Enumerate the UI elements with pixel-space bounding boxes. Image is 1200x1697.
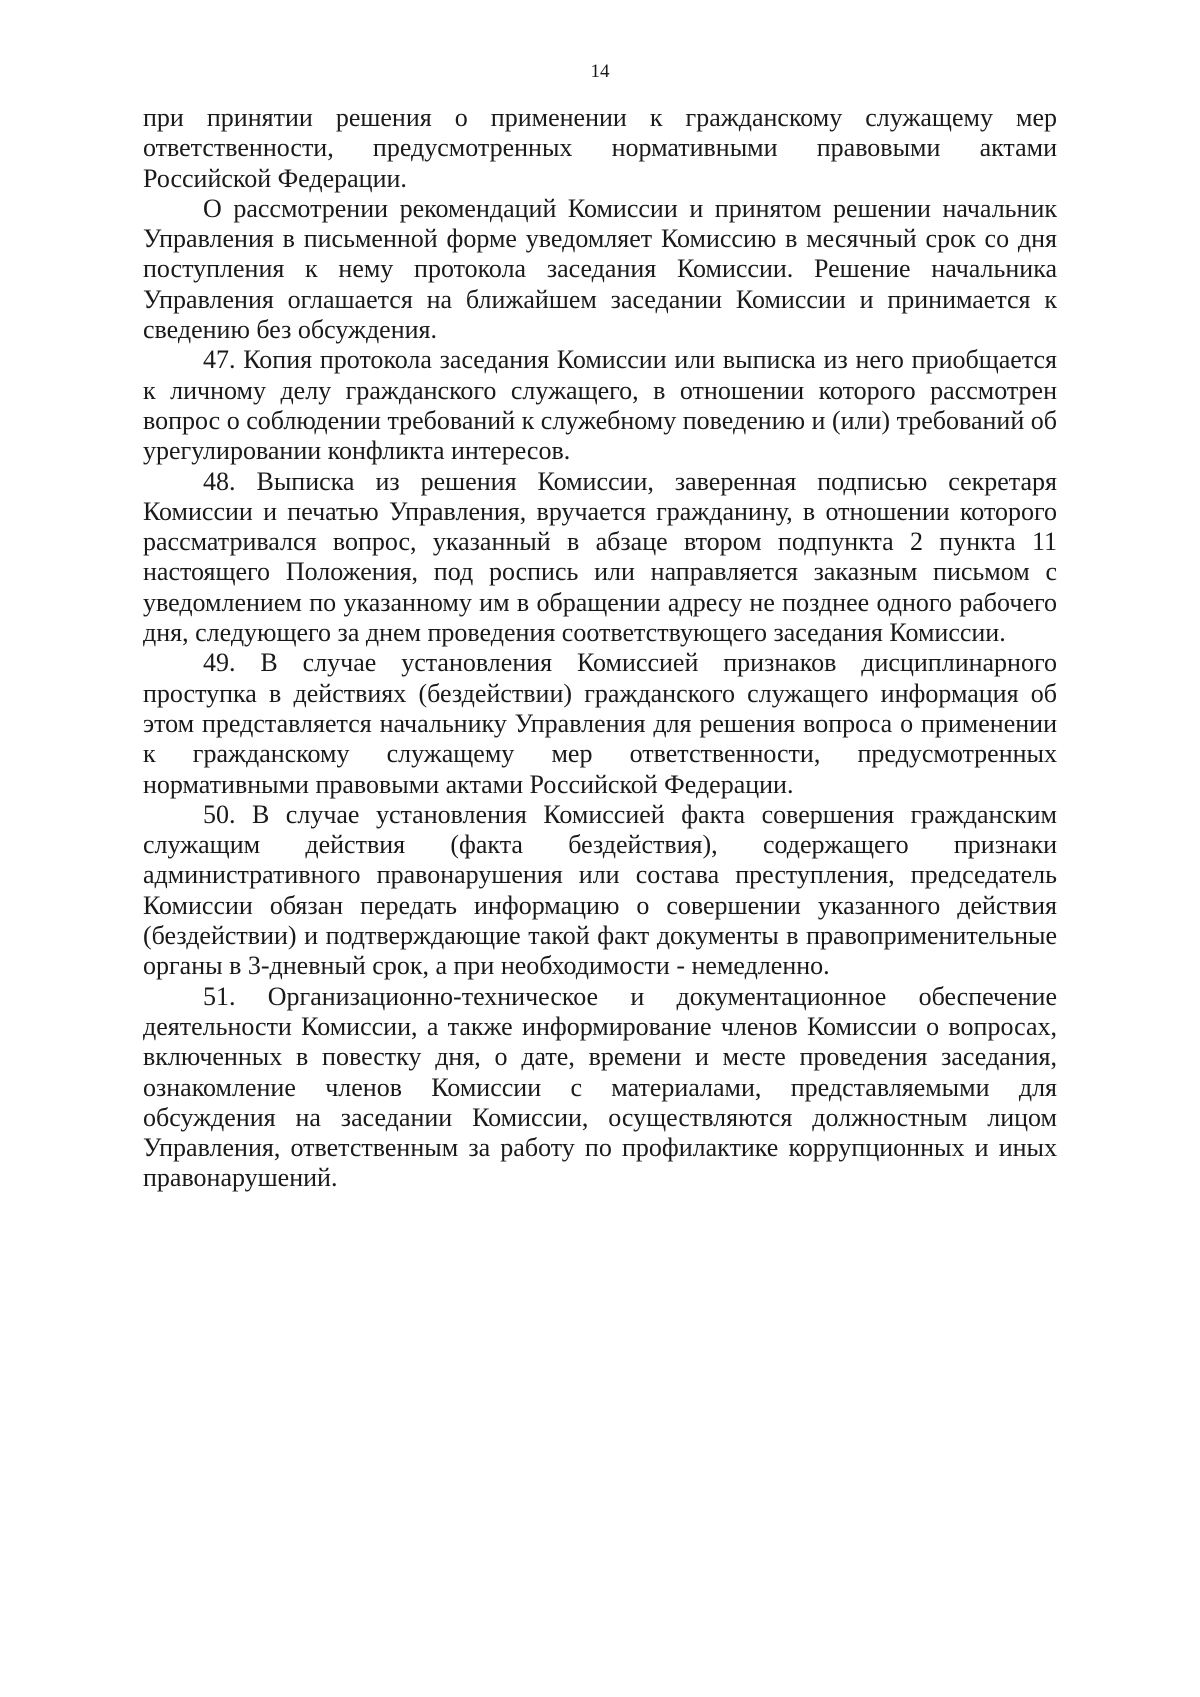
paragraph-48: 48. Выписка из решения Комиссии, заверенная подписью секретаря Комиссии и печатью Управления, вручается гражданину, в отношении которого рассматривался вопрос, указанный в абзаце втором подпункта 2 пункта 11 настоящего Положения, под роспись или направляется заказным письмом с уведомлением по указанному им в обращении адресу не позднее одного рабочего дня, следующего за днем проведения соответствующего заседания Комиссии. <box>143 466 1057 648</box>
document-body <box>143 103 1057 1194</box>
paragraph-47: 47. Копия протокола заседания Комиссии или выписка из него приобщается к личному делу гражданского служащего, в отношении которого рассмотрен вопрос о соблюдении требований к служебному поведению и (или) требований об урегулировании конфликта интересов. <box>143 345 1057 466</box>
paragraph-recommendations-review: О рассмотрении рекомендаций Комиссии и принятом решении начальник Управления в письменной форме уведомляет Комиссию в месячный срок со дня поступления к нему протокола заседания Комиссии. Решение начальника Управления оглашается на ближайшем заседании Комиссии и принимается к сведению без обсуждения. <box>143 193 1057 345</box>
paragraph-49: 49. В случае установления Комиссией признаков дисциплинарного проступка в действиях (бездействии) гражданского служащего информация об этом представляется начальнику Управления для решения вопроса о применении к гражданскому служащему мер ответственности, предусмотренных нормативными правовыми актами Российской Федерации. <box>143 648 1057 799</box>
page-number: 14 <box>590 61 610 82</box>
paragraph-continuation: при принятии решения о применении к гражданскому служащему мер ответственности, предусмотренных нормативными правовыми актами Российской Федерации. <box>143 103 1057 193</box>
paragraph-50: 50. В случае установления Комиссией факта совершения гражданским служащим действия (факта бездействия), содержащего признаки административного правонарушения или состава преступления, председатель Комиссии обязан передать информацию о совершении указанного действия (бездействии) и подтверждающие такой факт документы в правоприменительные органы в 3-дневный срок, а при необходимости - немедленно. <box>143 799 1057 981</box>
paragraph-51: 51. Организационно-техническое и документационное обеспечение деятельности Комиссии, а также информирование членов Комиссии о вопросах, включенных в повестку дня, о дате, времени и месте проведения заседания, ознакомление членов Комиссии с материалами, представляемыми для обсуждения на заседании Комиссии, осуществляются должностным лицом Управления, ответственным за работу по профилактике коррупционных и иных правонарушений. <box>143 981 1057 1193</box>
